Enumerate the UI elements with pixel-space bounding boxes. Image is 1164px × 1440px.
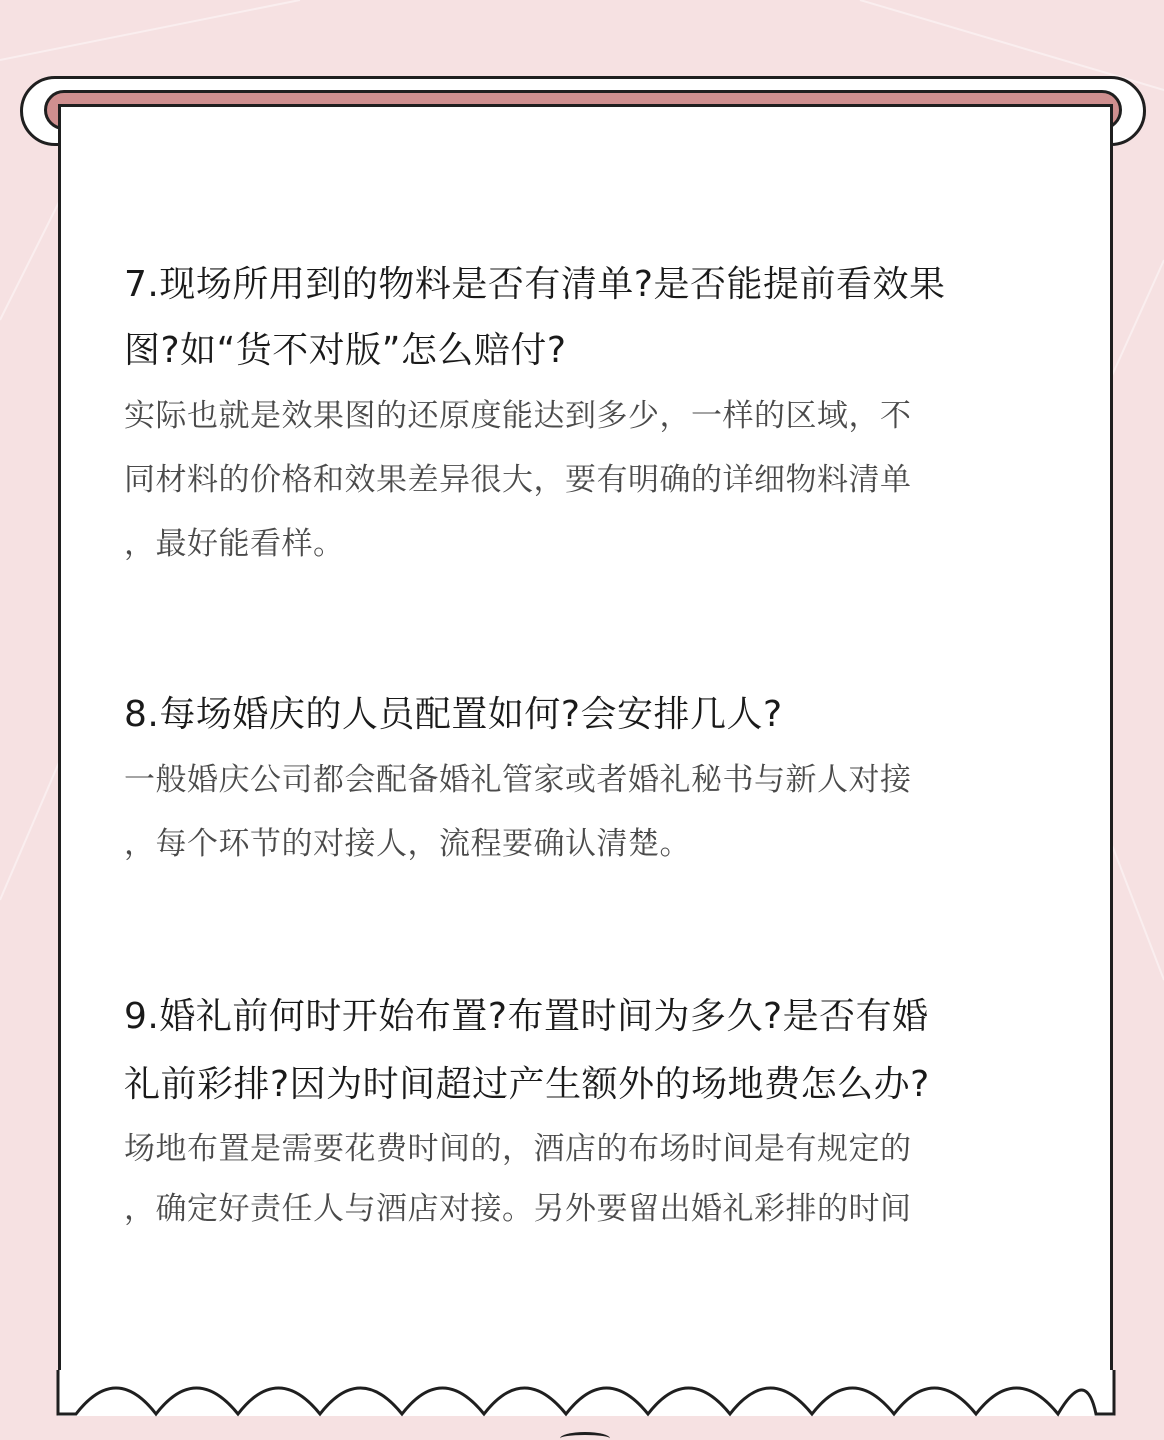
question-title-line: 图?如“货不对版”怎么赔付? xyxy=(124,330,567,371)
question-title-line: 9.婚礼前何时开始布置?布置时间为多久?是否有婚 xyxy=(124,996,929,1037)
scalloped-edge xyxy=(56,1370,1116,1420)
question-title-line: 7.现场所用到的物料是否有清单?是否能提前看效果 xyxy=(124,264,946,305)
faq-item-9 xyxy=(124,983,1054,1239)
answer-text-line: ，最好能看样。 xyxy=(124,526,345,562)
answer-text-line: 同材料的价格和效果差异很大，要有明确的详细物料清单 xyxy=(124,462,912,498)
answer-text-line: 实际也就是效果图的还原度能达到多少，一样的区域，不 xyxy=(124,398,912,434)
faq-item-8 xyxy=(124,682,1054,876)
faq-item-7 xyxy=(124,252,1054,576)
answer-text-line: 一般婚庆公司都会配备婚礼管家或者婚礼秘书与新人对接 xyxy=(124,762,912,798)
bottom-decoration xyxy=(560,1432,610,1440)
answer-text-line: 场地布置是需要花费时间的，酒店的布场时间是有规定的 xyxy=(124,1131,912,1167)
question-title-line: 8.每场婚庆的人员配置如何?会安排几人? xyxy=(124,694,783,735)
question-title-line: 礼前彩排?因为时间超过产生额外的场地费怎么办? xyxy=(124,1064,930,1105)
answer-text-line: ，每个环节的对接人，流程要确认清楚。 xyxy=(124,826,691,862)
answer-text-line: ，确定好责任人与酒店对接。另外要留出婚礼彩排的时间 xyxy=(124,1191,912,1227)
